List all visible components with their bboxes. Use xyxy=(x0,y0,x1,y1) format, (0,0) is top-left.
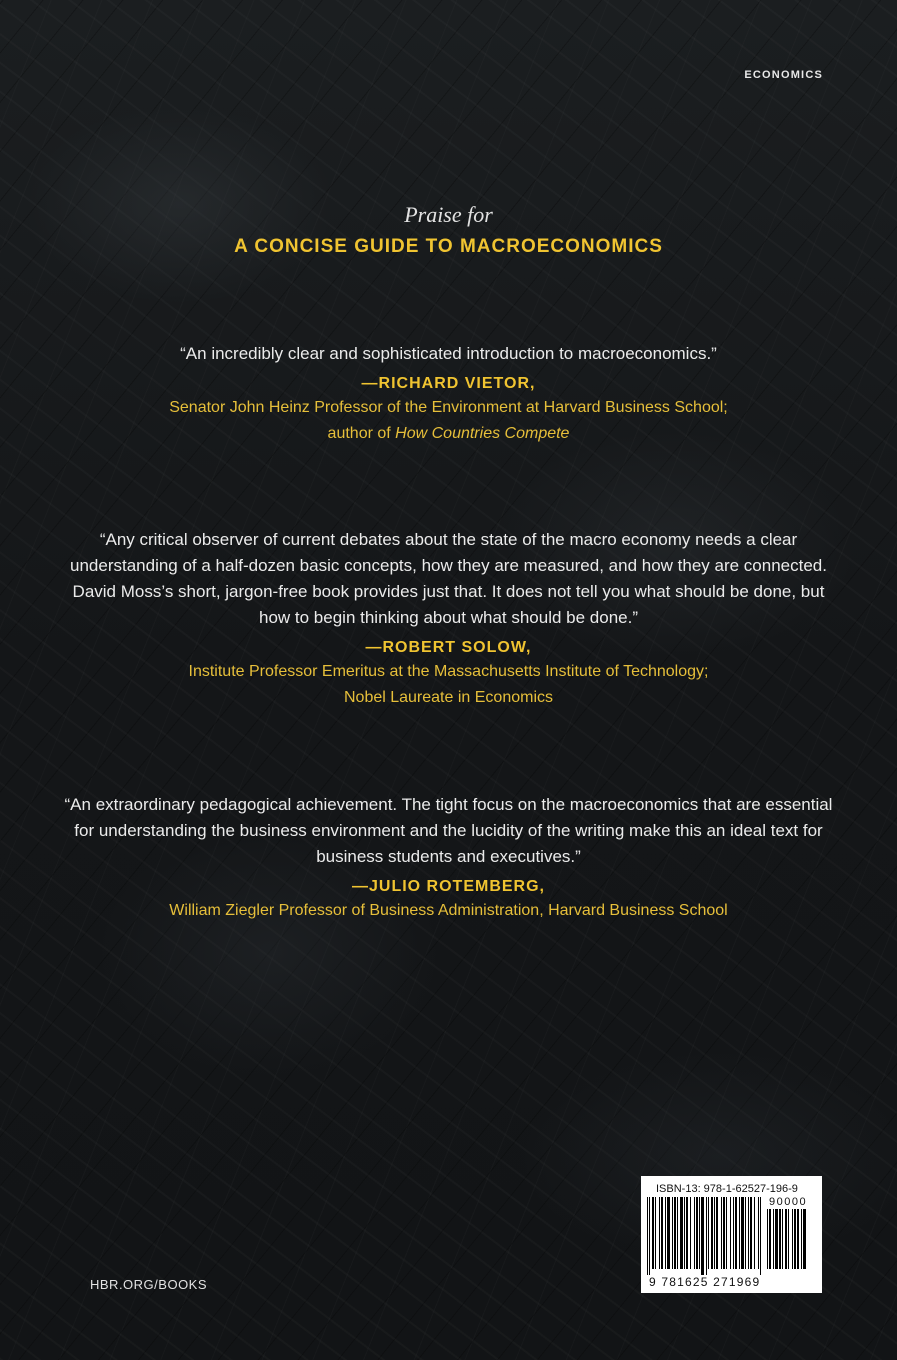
affiliation-prefix: author of xyxy=(327,425,396,442)
blurb-affiliation xyxy=(60,395,837,447)
blurb-1 xyxy=(60,341,837,447)
publisher-website: HBR.ORG/BOOKS xyxy=(90,1277,208,1292)
addon-barcode-bars xyxy=(767,1209,817,1275)
affiliation-line: Institute Professor Emeritus at the Massachusetts Institute of Technology; xyxy=(188,663,709,680)
praise-intro: Praise for xyxy=(404,202,493,227)
blurb-affiliation xyxy=(60,898,837,924)
blurb-2 xyxy=(60,527,837,711)
affiliation-line: Senator John Heinz Professor of the Environment at Harvard Business School; xyxy=(169,399,728,416)
isbn-barcode xyxy=(641,1176,822,1293)
blurb-3 xyxy=(60,792,837,924)
blurb-affiliation xyxy=(60,659,837,711)
blurb-attribution: —ROBERT SOLOW, xyxy=(365,639,532,656)
affiliation-line xyxy=(60,421,837,447)
blurb-quote: “An extraordinary pedagogical achievement. The tight focus on the macroeconomics that are essential for understanding the business environment and the lucidity of the writing make this an ideal text for business students and executives.” xyxy=(64,795,833,866)
isbn-label: ISBN-13: 978-1-62527-196-9 xyxy=(656,1183,798,1195)
category-label: ECONOMICS xyxy=(744,69,823,81)
blurb-attribution: —JULIO ROTEMBERG, xyxy=(351,878,545,895)
affiliation-line: William Ziegler Professor of Business Administration, Harvard Business School xyxy=(169,902,728,919)
blurb-quote: “An incredibly clear and sophisticated introduction to macroeconomics.” xyxy=(180,344,717,363)
book-reference: How Countries Compete xyxy=(395,425,570,442)
ean-barcode-bars xyxy=(647,1197,763,1275)
addon-digits: 90000 xyxy=(769,1196,808,1208)
blurb-quote: “Any critical observer of current debates about the state of the macro economy needs a clear understanding of a half-dozen basic concepts, how they are measured, and how they are connected. David Moss’s short, jargon-free book provides just that. It does not tell you what should be done, but how to begin thinking about what should be done.” xyxy=(70,530,827,627)
blurb-attribution: —RICHARD VIETOR, xyxy=(361,375,536,392)
ean-digits: 9 781625 271969 xyxy=(649,1275,761,1289)
book-title: A CONCISE GUIDE TO MACROECONOMICS xyxy=(234,236,663,257)
affiliation-line: Nobel Laureate in Economics xyxy=(343,689,553,706)
